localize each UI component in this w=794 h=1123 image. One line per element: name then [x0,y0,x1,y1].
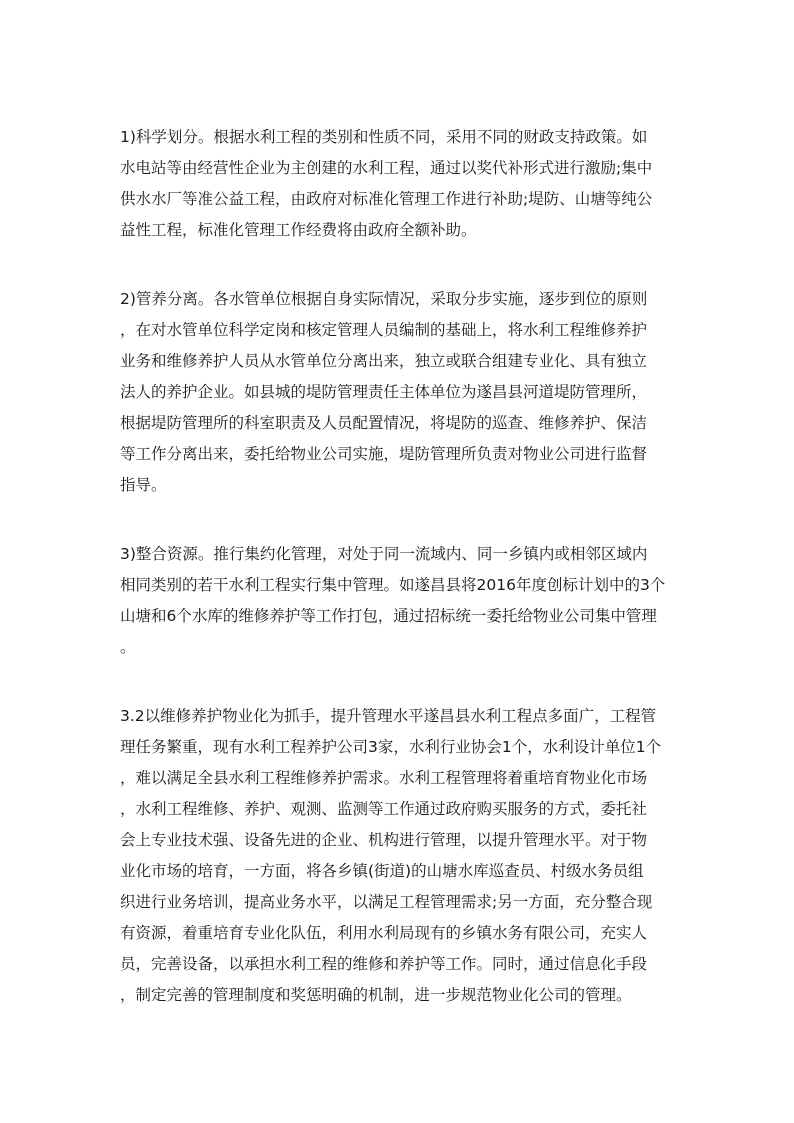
paragraph-resource-integration: 3)整合资源。推行集约化管理，对处于同一流域内、同一乡镇内或相邻区域内 相同类别的若干水利工程实行集中管理。如遂昌县将2016年度创标计划中的3个 山塘和6个水库的维修养护等工作打包，通过招标统一委托给物业公司集中管理 。 [120,545,666,656]
paragraph-management-separation: 2)管养分离。各水管单位根据自身实际情况，采取分步实施，逐步到位的原则 ，在对水管单位科学定岗和核定管理人员编制的基础上，将水利工程维修养护 业务和维修养护人员从水管单位分离出来，独立或联合组建专业化、具有独立 法人的养护企业。如县城的堤防管理责任主体单位为遂昌县河道堤防管理所， 根据堤防管理所的科室职责及人员配置情况，将堤防的巡查、维修养护、保洁 等工作分离出来，委托给物业公司实施，堤防管理所负责对物业公司进行监督 指导。 [120,290,648,494]
paragraph-property-management: 3.2以维修养护物业化为抓手，提升管理水平遂昌县水利工程点多面广，工程管 理任务繁重，现有水利工程养护公司3家，水利行业协会1个，水利设计单位1个 ，难以满足全县水利工程维修养护需求。水利工程管理将着重培育物业化市场 ，水利工程维修、养护、观测、监测等工作通过政府购买服务的方式，委托社 会上专业技术强、设备先进的企业、机构进行管理，以提升管理水平。对于物 业化市场的培育，一方面，将各乡镇(街道)的山塘水库巡查员、村级水务员组 织进行业务培训，提高业务水平，以满足工程管理需求;另一方面，充分整合现 有资源，着重培育专业化队伍，利用水利局现有的乡镇水务有限公司，充实人 员，完善设备，以承担水利工程的维修和养护等工作。同时，通过信息化手段 ，制定完善的管理制度和奖惩明确的机制，进一步规范物业化公司的管理。 [120,707,662,1004]
document-body [120,122,680,1049]
paragraph-scientific-division: 1)科学划分。根据水利工程的类别和性质不同，采用不同的财政支持政策。如 水电站等由经营性企业为主创建的水利工程，通过以奖代补形式进行激励;集中 供水水厂等准公益工程，由政府对标准化管理工作进行补助;堤防、山塘等纯公 益性工程，标准化管理工作经费将由政府全额补助。 [120,128,653,239]
